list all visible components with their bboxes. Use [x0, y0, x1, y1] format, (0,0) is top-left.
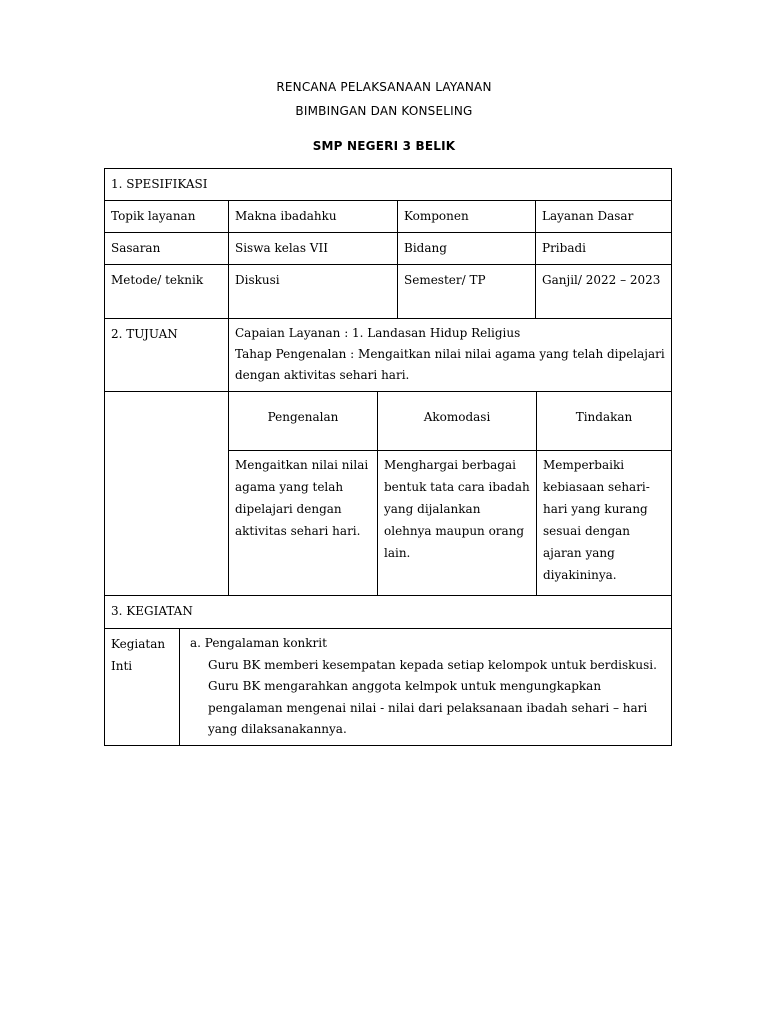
spec-value-sasaran: Siswa kelas VII	[229, 233, 398, 264]
spec-label-topik: Topik layanan	[105, 201, 229, 232]
spec-row-sasaran	[105, 233, 671, 265]
stage-content-pengenalan: Mengaitkan nilai nilai agama yang telah dipelajari dengan aktivitas sehari hari.	[229, 451, 378, 595]
spec-label-bidang: Bidang	[398, 233, 536, 264]
tujuan-row	[105, 319, 671, 392]
spec-value-metode: Diskusi	[229, 265, 398, 318]
spec-value-komponen: Layanan Dasar	[542, 209, 634, 223]
stage-content-akomodasi: Menghargai berbagai bentuk tata cara ibadah yang dijalankan olehnya maupun orang lain.	[378, 451, 537, 595]
tahap-pengenalan: Tahap Pengenalan : Mengaitkan nilai nilai agama yang telah dipelajari dengan aktivitas sehari hari.	[235, 347, 665, 382]
stage-header-akomodasi: Akomodasi	[378, 392, 537, 450]
doc-title-line1: RENCANA PELAKSANAAN LAYANAN	[276, 80, 492, 94]
spec-row-topik	[105, 201, 671, 233]
capaian-layanan: Capaian Layanan : 1. Landasan Hidup Religius	[235, 326, 521, 340]
spesifikasi-heading: 1. SPESIFIKASI	[111, 177, 208, 191]
spec-label-semester: Semester/ TP	[398, 265, 536, 318]
tujuan-content	[229, 319, 671, 391]
stage-header-tindakan: Tindakan	[575, 410, 633, 424]
school-name: SMP NEGERI 3 BELIK	[312, 139, 456, 153]
spec-label-metode: Metode/ teknik	[105, 265, 229, 318]
tujuan-label: 2. TUJUAN	[105, 319, 229, 391]
pengalaman-konkrit-title: a. Pengalaman konkrit	[190, 636, 327, 650]
pengalaman-konkrit-body: Guru BK memberi kesempatan kepada setiap kelompok untuk berdiskusi. Guru BK mengarahkan anggota kelmpok untuk mengungkapkan pengalaman mengenai nilai - nilai dari pelaksanaan ibadah sehari – hari yang dilaksanakannya.	[208, 657, 657, 736]
spec-label-sasaran: Sasaran	[105, 233, 229, 264]
stages-content-row	[229, 451, 671, 595]
spec-value-topik: Makna ibadahku	[229, 201, 398, 232]
stages-empty-cell	[105, 392, 229, 595]
stages-block	[105, 392, 671, 596]
kegiatan-heading: 3. KEGIATAN	[111, 604, 193, 618]
stage-header-pengenalan: Pengenalan	[229, 392, 378, 450]
kegiatan-heading-row	[105, 596, 671, 629]
spec-label-komponen: Komponen	[398, 201, 536, 232]
doc-title-line2: BIMBINGAN DAN KONSELING	[295, 104, 473, 118]
spec-value-bidang: Pribadi	[542, 241, 587, 255]
spec-value-semester: Ganjil/ 2022 – 2023	[542, 273, 661, 287]
spesifikasi-heading-row	[105, 169, 671, 201]
stages-header-row	[229, 392, 671, 451]
kegiatan-inti-row	[105, 629, 671, 745]
stage-content-tindakan: Memperbaiki kebiasaan sehari-hari yang kurang sesuai dengan ajaran yang diyakininya.	[543, 458, 650, 582]
rpl-table	[104, 168, 672, 746]
stages-grid	[229, 392, 671, 595]
kegiatan-inti-label: Kegiatan Inti	[105, 629, 180, 745]
spec-row-metode	[105, 265, 671, 319]
kegiatan-inti-content	[180, 629, 671, 745]
